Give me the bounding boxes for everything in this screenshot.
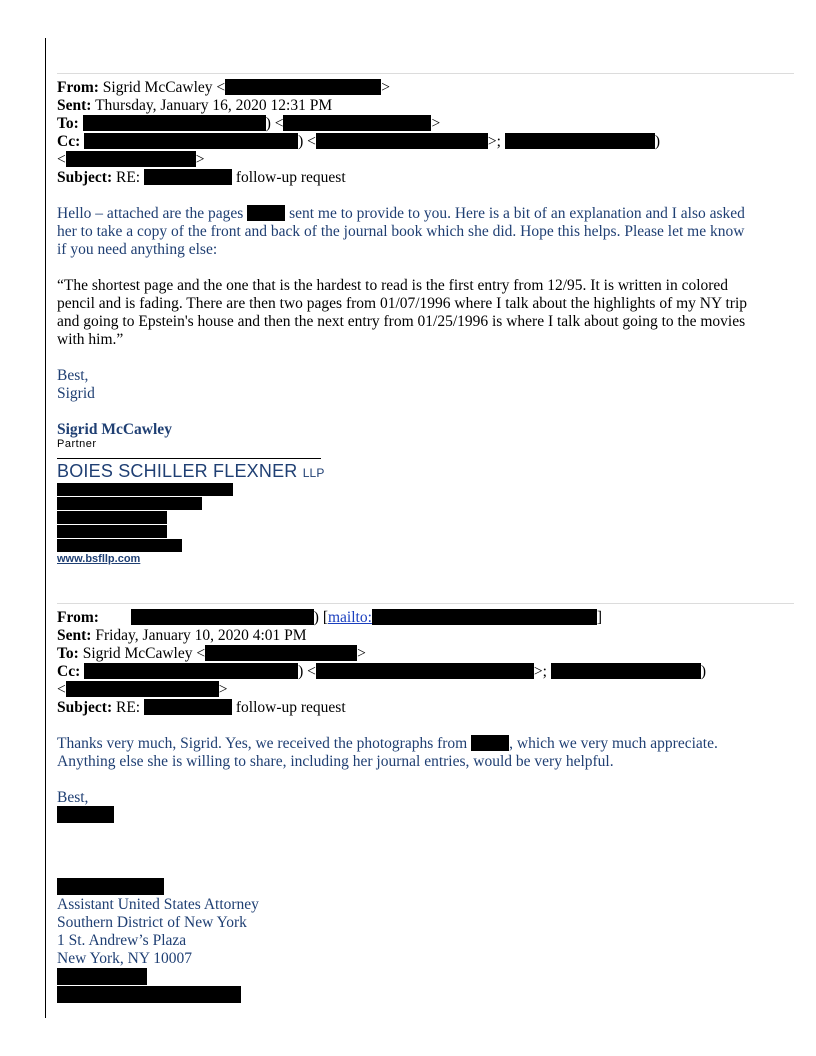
sent-value: Friday, January 10, 2020 4:01 PM — [95, 627, 307, 644]
redaction-block — [57, 878, 164, 895]
redaction-block — [57, 525, 167, 538]
header-divider — [57, 73, 794, 74]
email1-sent-line — [57, 97, 332, 115]
redaction-block — [205, 645, 357, 661]
redaction-block — [57, 497, 202, 510]
email1-closing: Best, — [57, 367, 89, 384]
cc-label: Cc: — [57, 663, 81, 680]
redaction-block — [471, 735, 509, 751]
signature2-address-line1: 1 St. Andrew’s Plaza — [57, 932, 187, 949]
to-name: Sigrid McCawley < — [82, 645, 206, 662]
email2-cc-line2: < > — [57, 681, 228, 698]
firm-website-link[interactable]: www.bsfllp.com — [57, 553, 141, 565]
email2-closing: Best, — [57, 789, 89, 806]
redaction-block — [57, 511, 167, 524]
subject-text: follow-up request — [235, 699, 346, 716]
left-margin-line — [45, 38, 46, 1018]
redaction-block — [144, 699, 232, 715]
from-name: Sigrid McCawley < — [102, 79, 226, 96]
subject-label: Subject: — [57, 699, 113, 716]
signature2-office: Southern District of New York — [57, 914, 247, 931]
redaction-block — [57, 483, 233, 496]
sent-label: Sent: — [57, 97, 92, 114]
redaction-block — [131, 609, 314, 625]
email1-body-quote: “The shortest page and the one that is the hardest to read is the first entry from 12/95. It is written in colored pencil and is fading. There are then two pages from 01/07/1996 where I talk about the highlights of my NY trip and going to Epstein's house and then the next entry from 01/25/1996 is where I talk about going to the movies with him.” — [57, 277, 748, 348]
email2-from-line: From: ) [mailto: ] — [57, 609, 603, 626]
redaction-block — [57, 806, 114, 823]
redaction-block — [84, 133, 298, 149]
header-divider — [57, 603, 794, 604]
redaction-block — [283, 115, 431, 131]
signature-divider — [57, 458, 321, 459]
from-label: From: — [57, 79, 99, 96]
to-label: To: — [57, 115, 79, 132]
email2-sent-line — [57, 627, 307, 645]
signature-name: Sigrid McCawley — [57, 421, 172, 438]
redaction-block — [372, 609, 597, 625]
signature-title: Partner — [57, 438, 97, 450]
email2-subject-line: Subject: RE: follow-up request — [57, 699, 346, 716]
redaction-block — [84, 663, 298, 679]
sent-value: Thursday, January 16, 2020 12:31 PM — [95, 97, 333, 114]
email1-body-paragraph-1: Hello – attached are the pages sent me to provide to you. Here is a bit of an explanation and I also asked her to take a copy of the front and back of the journal book which she did. Hope this helps. Please let me know if you need anything else: — [57, 205, 745, 258]
signature2-address-line2: New York, NY 10007 — [57, 950, 193, 967]
redaction-block — [57, 539, 182, 552]
email2-cc-line: Cc: ) < >; ) — [57, 663, 707, 680]
firm-logo-text: BOIES SCHILLER FLEXNER LLP — [57, 461, 325, 481]
redaction-block — [505, 133, 655, 149]
redaction-block — [316, 663, 534, 679]
email2-body-paragraph: Thanks very much, Sigrid. Yes, we received the photographs from , which we very much appreciate. Anything else she is willing to share, including her journal entries, would be very helpful. — [57, 735, 718, 770]
cc-label: Cc: — [57, 133, 81, 150]
from-label: From: — [57, 609, 99, 626]
email1-from-line: From: Sigrid McCawley < > — [57, 79, 390, 96]
mailto-link[interactable]: mailto: — [327, 609, 372, 626]
subject-label: Subject: — [57, 169, 113, 186]
redaction-block — [316, 133, 488, 149]
email1-closing-name: Sigrid — [57, 385, 95, 402]
signature2-title: Assistant United States Attorney — [57, 896, 259, 913]
email2-to-line: To: Sigrid McCawley < > — [57, 645, 366, 662]
redaction-block — [551, 663, 701, 679]
redaction-block — [225, 79, 381, 95]
subject-text: follow-up request — [235, 169, 346, 186]
redaction-block — [66, 151, 196, 167]
redaction-block — [83, 115, 266, 131]
email1-cc-line: Cc: ) < >; ) — [57, 133, 661, 150]
redaction-block — [57, 986, 241, 1003]
email1-subject-line: Subject: RE: follow-up request — [57, 169, 346, 186]
redaction-block — [57, 968, 147, 985]
to-label: To: — [57, 645, 79, 662]
redaction-block — [247, 205, 285, 221]
sent-label: Sent: — [57, 627, 92, 644]
redaction-block — [66, 681, 219, 697]
email1-to-line: To: ) < > — [57, 115, 441, 132]
redaction-block — [144, 169, 232, 185]
email1-cc-line2: < > — [57, 151, 205, 168]
